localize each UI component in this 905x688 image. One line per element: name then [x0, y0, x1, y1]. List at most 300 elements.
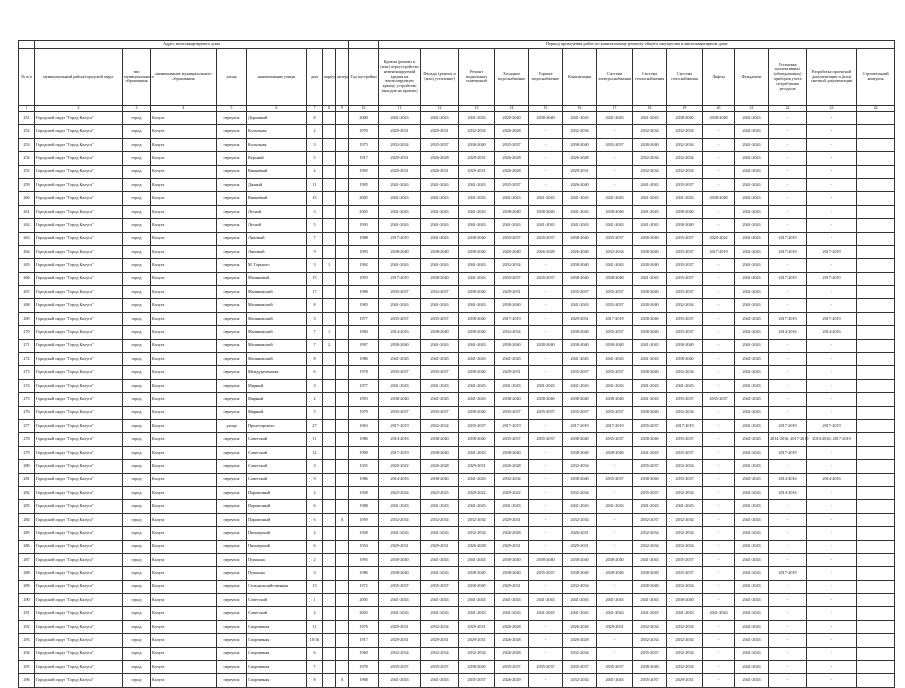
table-cell: 2035-2037: [633, 486, 667, 499]
table-cell: 2017-2019: [807, 419, 857, 432]
table-cell: 2035-2037: [495, 433, 529, 446]
table-cell: 2029-2031: [459, 620, 495, 633]
table-cell: -: [529, 634, 563, 647]
table-cell: Городской округ "Город Калуга": [35, 353, 123, 366]
table-cell: Городской округ "Город Калуга": [35, 594, 123, 607]
table-cell: [336, 647, 349, 660]
table-cell: -: [529, 580, 563, 593]
table-cell: -: [703, 379, 735, 392]
table-cell: -: [529, 165, 563, 178]
table-cell: -: [807, 138, 857, 151]
table-cell: 2041-2043: [703, 607, 735, 620]
table-cell: 2032-2034: [667, 620, 703, 633]
table-cell: [857, 286, 895, 299]
table-cell: [336, 661, 349, 674]
table-cell: 2038-2040: [459, 245, 495, 258]
table-cell: 2041-2043: [735, 527, 769, 540]
column-header: Канализация: [563, 49, 597, 106]
table-cell: -: [807, 299, 857, 312]
table-cell: 2038-2040: [667, 219, 703, 232]
column-header: Фундамент: [735, 49, 769, 106]
table-cell: Калуга: [151, 406, 217, 419]
table-cell: -: [807, 406, 857, 419]
table-cell: [336, 205, 349, 218]
table-cell: [857, 353, 895, 366]
table-cell: переулок: [217, 473, 247, 486]
table-cell: 2032-2034: [667, 513, 703, 526]
table-cell: Колхозная: [247, 138, 307, 151]
table-cell: [323, 299, 336, 312]
table-cell: Спортивная: [247, 661, 307, 674]
table-cell: [857, 245, 895, 258]
column-header: дом: [307, 49, 323, 106]
column-number: 8: [323, 106, 336, 112]
column-header: Система электроснабжения: [597, 49, 633, 106]
table-cell: 2032-2034: [459, 125, 495, 138]
table-cell: Калуга: [151, 219, 217, 232]
table-cell: 7: [307, 326, 323, 339]
table-cell: 2041-2043: [633, 393, 667, 406]
table-cell: 2038-2040: [459, 286, 495, 299]
table-cell: 2038-2040: [667, 353, 703, 366]
table-cell: 2041-2043: [735, 406, 769, 419]
table-cell: -: [807, 607, 857, 620]
table-cell: переулок: [217, 634, 247, 647]
table-cell: А: [336, 674, 349, 687]
table-cell: 2029-2022: [495, 486, 529, 499]
table-cell: 1958: [349, 527, 379, 540]
table-cell: -: [703, 580, 735, 593]
table-cell: 2023-2025: [421, 486, 459, 499]
table-cell: 2032-2034: [667, 138, 703, 151]
table-row: [19, 125, 895, 138]
table-cell: 2041-2043: [735, 674, 769, 687]
table-cell: [323, 594, 336, 607]
table-cell: Калуга: [151, 192, 217, 205]
table-cell: -: [769, 125, 807, 138]
table-cell: Калуга: [151, 326, 217, 339]
table-cell: 2017-2019: [379, 232, 421, 245]
table-cell: Пушкина: [247, 567, 307, 580]
table-cell: переулок: [217, 178, 247, 191]
table-cell: Калуга: [151, 178, 217, 191]
table-cell: 2041-2043: [735, 634, 769, 647]
table-cell: -: [807, 286, 857, 299]
table-cell: [323, 152, 336, 165]
table-cell: [323, 446, 336, 459]
table-cell: 2038-2040: [379, 553, 421, 566]
table-cell: Городской округ "Город Калуга": [35, 165, 123, 178]
table-cell: [857, 607, 895, 620]
table-cell: -: [597, 647, 633, 660]
table-cell: Городской округ "Город Калуга": [35, 299, 123, 312]
table-cell: 1917: [349, 152, 379, 165]
table-cell: 2035-2037: [529, 272, 563, 285]
table-cell: 2041-2043: [735, 567, 769, 580]
table-cell: переулок: [217, 152, 247, 165]
table-cell: [323, 540, 336, 553]
table-cell: 2038-2040: [633, 406, 667, 419]
table-cell: 11: [307, 178, 323, 191]
table-cell: 263: [19, 232, 35, 245]
table-cell: Мирный: [247, 379, 307, 392]
table-cell: -: [597, 580, 633, 593]
table-cell: 2041-2043: [563, 112, 597, 125]
table-cell: [857, 446, 895, 459]
table-cell: -: [703, 446, 735, 459]
table-cell: 2041-2043: [529, 379, 563, 392]
table-cell: 2032-2034: [667, 527, 703, 540]
table-cell: 2038-2040: [563, 259, 597, 272]
table-cell: -: [703, 299, 735, 312]
table-cell: 2035-2037: [597, 366, 633, 379]
table-cell: Городской округ "Город Калуга": [35, 205, 123, 218]
table-cell: 2038-2040: [379, 339, 421, 352]
table-cell: 2029-2031: [563, 165, 597, 178]
table-cell: 2035-2037: [667, 473, 703, 486]
table-cell: Городской округ "Город Калуга": [35, 674, 123, 687]
table-cell: 2029-2031: [459, 152, 495, 165]
table-cell: Малиновский: [247, 339, 307, 352]
table-cell: Городской округ "Город Калуга": [35, 339, 123, 352]
table-cell: город: [123, 406, 151, 419]
table-cell: Мирный: [247, 393, 307, 406]
table-cell: 2038-2040: [495, 553, 529, 566]
table-cell: 259: [19, 178, 35, 191]
table-cell: 2038-2040: [529, 339, 563, 352]
table-row: [19, 393, 895, 406]
table-cell: 2041-2043: [597, 353, 633, 366]
table-cell: 2038-2040: [421, 245, 459, 258]
table-cell: -: [769, 379, 807, 392]
table-cell: 5: [307, 219, 323, 232]
table-cell: 2041-2043: [459, 393, 495, 406]
table-cell: 2035-2037: [379, 406, 421, 419]
table-cell: 2035-2037: [379, 286, 421, 299]
table-cell: 296: [19, 674, 35, 687]
table-cell: 10/16: [307, 634, 323, 647]
table-cell: [336, 379, 349, 392]
table-cell: [857, 620, 895, 633]
table-cell: 2041-2043: [735, 232, 769, 245]
table-cell: -: [597, 486, 633, 499]
table-cell: 2035-2037: [597, 299, 633, 312]
table-cell: 2038-2040: [633, 567, 667, 580]
capital-repair-schedule-table: [18, 40, 895, 688]
table-cell: 2032-2034: [563, 580, 597, 593]
column-number: 9: [336, 106, 349, 112]
table-cell: [857, 580, 895, 593]
table-cell: Калуга: [151, 634, 217, 647]
table-cell: переулок: [217, 500, 247, 513]
table-cell: [323, 245, 336, 258]
table-cell: Калуга: [151, 433, 217, 446]
table-cell: город: [123, 553, 151, 566]
table-cell: [336, 353, 349, 366]
table-cell: город: [123, 232, 151, 245]
table-cell: [857, 272, 895, 285]
table-cell: Городской округ "Город Калуга": [35, 513, 123, 526]
table-cell: 2035-2037: [421, 580, 459, 593]
table-cell: 2041-2043: [379, 607, 421, 620]
column-number: 1: [19, 106, 35, 112]
table-cell: -: [769, 165, 807, 178]
table-cell: город: [123, 661, 151, 674]
table-cell: -: [703, 647, 735, 660]
table-cell: 254: [19, 152, 35, 165]
table-cell: Городской округ "Город Калуга": [35, 312, 123, 325]
table-cell: 2041-2043: [379, 112, 421, 125]
table-cell: 2041-2043: [459, 205, 495, 218]
table-cell: 2014-2016: [769, 326, 807, 339]
table-cell: 2041-2043: [495, 192, 529, 205]
table-cell: 6: [307, 513, 323, 526]
table-cell: 2041-2043: [459, 446, 495, 459]
table-cell: 274: [19, 379, 35, 392]
table-cell: 2026-2031: [563, 527, 597, 540]
table-cell: город: [123, 138, 151, 151]
table-row: [19, 553, 895, 566]
table-cell: переулок: [217, 607, 247, 620]
table-cell: 2017-2019: [769, 419, 807, 432]
table-cell: 2038-2040: [633, 580, 667, 593]
table-cell: город: [123, 580, 151, 593]
table-cell: 2029-2031: [421, 540, 459, 553]
table-cell: Пушкина: [247, 553, 307, 566]
table-cell: 2026-2029: [495, 674, 529, 687]
table-cell: 1963: [349, 419, 379, 432]
table-cell: 2038-2040: [379, 567, 421, 580]
table-cell: 1997: [349, 339, 379, 352]
table-cell: 2032-2034: [667, 647, 703, 660]
table-cell: 2026-2028: [563, 634, 597, 647]
table-cell: 2035-2037: [379, 580, 421, 593]
table-cell: -: [807, 674, 857, 687]
table-cell: 7: [307, 339, 323, 352]
table-cell: 2038-2040: [459, 232, 495, 245]
table-cell: 2026-2028: [495, 165, 529, 178]
table-cell: Калуга: [151, 312, 217, 325]
table-cell: -: [703, 567, 735, 580]
table-cell: переулок: [217, 406, 247, 419]
table-cell: [323, 165, 336, 178]
table-cell: город: [123, 460, 151, 473]
table-cell: [323, 379, 336, 392]
table-cell: переулок: [217, 125, 247, 138]
table-cell: переулок: [217, 594, 247, 607]
table-cell: 2038-2040: [459, 138, 495, 151]
table-cell: Городской округ "Город Калуга": [35, 647, 123, 660]
table-cell: 283: [19, 500, 35, 513]
table-cell: 2041-2043: [563, 594, 597, 607]
table-row: [19, 312, 895, 325]
table-cell: 2041-2043: [735, 500, 769, 513]
table-cell: 2032-2034: [421, 620, 459, 633]
table-cell: 2029-2031: [495, 286, 529, 299]
table-cell: город: [123, 245, 151, 258]
table-cell: Калуга: [151, 553, 217, 566]
table-cell: -: [703, 540, 735, 553]
table-cell: -: [769, 620, 807, 633]
table-cell: Спортивная: [247, 647, 307, 660]
table-cell: Калуга: [151, 165, 217, 178]
table-cell: [323, 513, 336, 526]
table-cell: -: [703, 620, 735, 633]
table-body: [19, 112, 895, 688]
table-cell: 2041-2043: [597, 607, 633, 620]
table-cell: 3: [307, 567, 323, 580]
table-cell: 2032-2034: [459, 513, 495, 526]
table-cell: 2038-2040: [597, 339, 633, 352]
table-cell: переулок: [217, 620, 247, 633]
table-cell: 2035-2037: [597, 661, 633, 674]
table-cell: 1970: [349, 125, 379, 138]
table-row: [19, 112, 895, 125]
table-cell: [857, 192, 895, 205]
table-cell: [336, 138, 349, 151]
table-cell: 1983: [349, 299, 379, 312]
table-cell: [857, 125, 895, 138]
table-cell: -: [703, 419, 735, 432]
table-cell: 2041-2043: [735, 353, 769, 366]
table-cell: -: [529, 446, 563, 459]
table-cell: 2038-2040: [495, 446, 529, 459]
table-cell: 2026-2028: [421, 152, 459, 165]
table-cell: 2: [307, 393, 323, 406]
table-cell: [857, 594, 895, 607]
table-cell: 2041-2043: [459, 607, 495, 620]
table-cell: 2014-2016, 2017-2019: [807, 433, 857, 446]
table-cell: 1959: [349, 513, 379, 526]
table-cell: 2032-2034: [667, 165, 703, 178]
table-cell: -: [529, 473, 563, 486]
table-cell: 2038-2040: [633, 433, 667, 446]
table-cell: 2032-2037: [633, 513, 667, 526]
table-cell: [857, 540, 895, 553]
table-cell: 2017-2019: [379, 446, 421, 459]
table-cell: 2032-2034: [667, 634, 703, 647]
table-cell: Городской округ "Город Калуга": [35, 433, 123, 446]
table-cell: 2038-2040: [495, 567, 529, 580]
table-cell: 4: [307, 607, 323, 620]
table-cell: Калуга: [151, 500, 217, 513]
table-cell: [323, 486, 336, 499]
table-cell: переулок: [217, 232, 247, 245]
table-cell: -: [807, 393, 857, 406]
column-number: 17: [597, 106, 633, 112]
table-cell: -: [807, 486, 857, 499]
column-header: Система теплоснабжения: [633, 49, 667, 106]
table-cell: 2038-2040: [529, 112, 563, 125]
periods-group-header: Период проведения работ по капитальному ремонту общего имущества в многоквартирном доме: [379, 41, 895, 49]
table-cell: 2041-2043: [597, 500, 633, 513]
table-cell: 2041-2043: [735, 607, 769, 620]
table-cell: 2035-2037: [529, 232, 563, 245]
table-cell: -: [529, 486, 563, 499]
table-cell: 2041-2043: [379, 594, 421, 607]
table-cell: 6: [307, 366, 323, 379]
table-cell: 2: [307, 125, 323, 138]
table-cell: Городской округ "Город Калуга": [35, 661, 123, 674]
table-cell: 2035-2037: [421, 661, 459, 674]
table-cell: 2041-2043: [421, 553, 459, 566]
table-cell: 2032-2034: [421, 513, 459, 526]
table-cell: -: [769, 205, 807, 218]
table-cell: 2038-2040: [667, 594, 703, 607]
table-cell: -: [807, 513, 857, 526]
table-cell: 2041-2043: [529, 607, 563, 620]
table-cell: 2032-2034: [667, 152, 703, 165]
table-cell: 2041-2043: [529, 594, 563, 607]
table-cell: Лесной: [247, 205, 307, 218]
table-row: [19, 165, 895, 178]
table-cell: 2035-2037: [633, 419, 667, 432]
table-cell: 287: [19, 553, 35, 566]
table-row: [19, 674, 895, 687]
table-cell: 2041-2043: [633, 353, 667, 366]
table-cell: 2041-2043: [563, 500, 597, 513]
table-cell: переулок: [217, 661, 247, 674]
table-cell: 2041-2043: [459, 473, 495, 486]
table-row: [19, 634, 895, 647]
table-cell: 2038-2040: [495, 205, 529, 218]
table-cell: 2035-2037: [667, 178, 703, 191]
table-cell: 2041-2043: [735, 620, 769, 633]
table-cell: 2026-2028: [495, 634, 529, 647]
table-cell: 1993: [349, 219, 379, 232]
table-cell: 2032-2034: [421, 647, 459, 660]
table-cell: город: [123, 567, 151, 580]
table-cell: 2029-2031: [495, 366, 529, 379]
table-row: [19, 661, 895, 674]
table-cell: город: [123, 500, 151, 513]
column-header: Разработка проектной документации и (или) сметной документации: [807, 49, 857, 106]
table-cell: 2041-2043: [421, 205, 459, 218]
table-cell: 2032-2034: [667, 580, 703, 593]
table-cell: [336, 527, 349, 540]
table-cell: -: [769, 178, 807, 191]
table-cell: -: [597, 634, 633, 647]
table-cell: Верхний: [247, 152, 307, 165]
table-cell: -: [703, 661, 735, 674]
column-header: Холодное водоснабжение: [495, 49, 529, 106]
table-cell: [336, 286, 349, 299]
table-cell: -: [703, 674, 735, 687]
table-cell: 2041-2043: [735, 312, 769, 325]
table-cell: -: [807, 165, 857, 178]
column-number: 10: [349, 106, 379, 112]
table-cell: Городской округ "Город Калуга": [35, 152, 123, 165]
table-cell: А: [336, 513, 349, 526]
table-row: [19, 299, 895, 312]
table-cell: 13: [307, 580, 323, 593]
table-cell: -: [769, 353, 807, 366]
table-cell: 2038-2040: [379, 245, 421, 258]
table-cell: переулок: [217, 138, 247, 151]
table-cell: 267: [19, 286, 35, 299]
table-cell: 2041-2043: [735, 178, 769, 191]
table-cell: [336, 446, 349, 459]
table-cell: 2038-2040: [597, 272, 633, 285]
table-row: [19, 567, 895, 580]
table-cell: 2041-2043: [421, 299, 459, 312]
table-cell: -: [703, 259, 735, 272]
table-cell: город: [123, 446, 151, 459]
table-cell: переулок: [217, 192, 247, 205]
table-cell: 2032-2034: [495, 326, 529, 339]
table-cell: город: [123, 674, 151, 687]
table-cell: -: [769, 112, 807, 125]
